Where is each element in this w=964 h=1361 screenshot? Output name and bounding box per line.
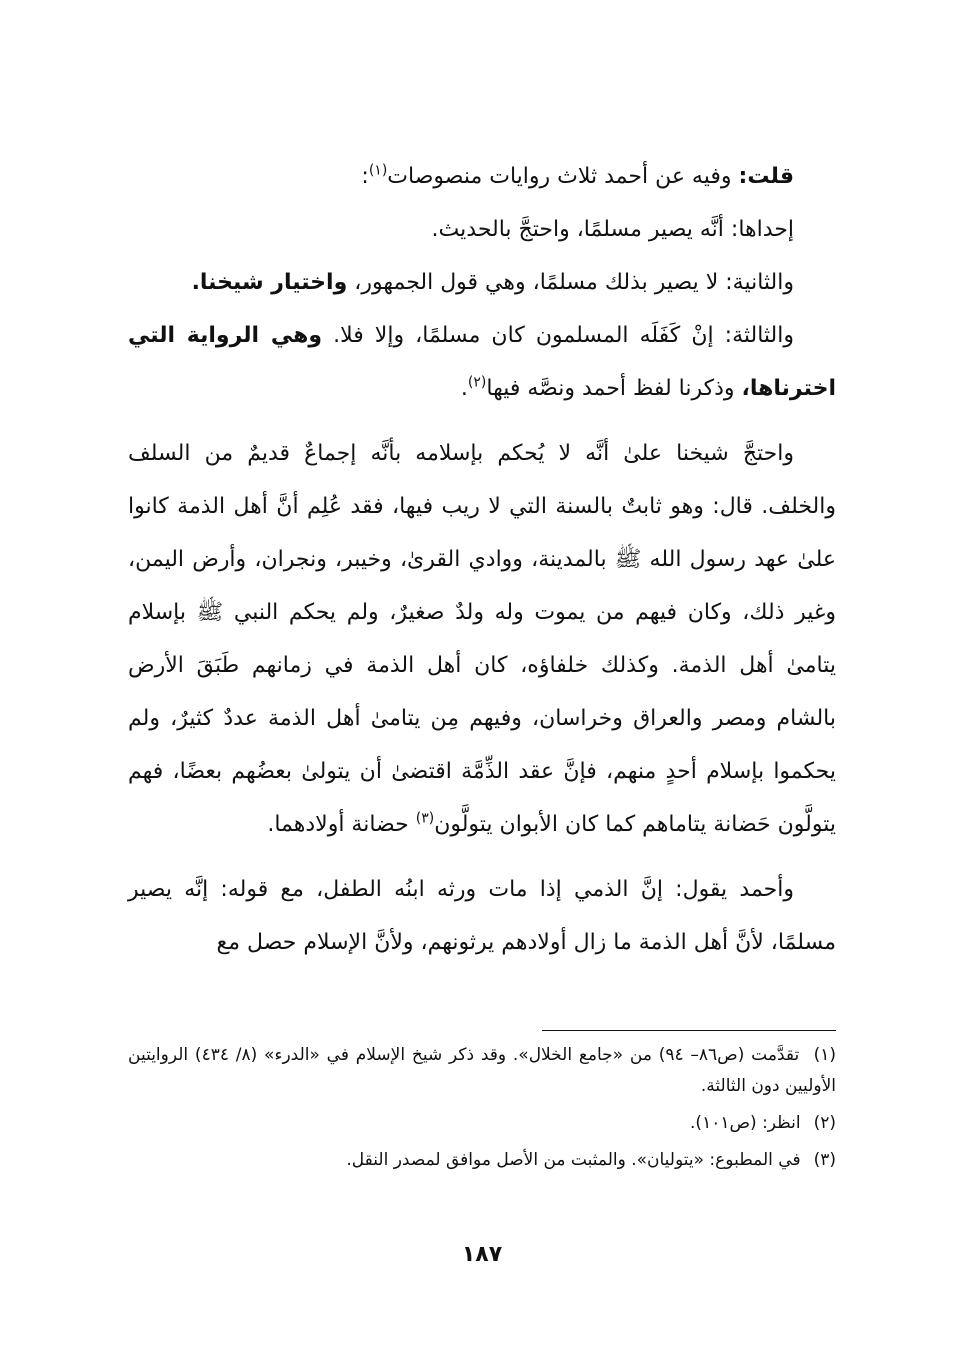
footnote-2-text: انظر: (ص١٠١). [690, 1113, 801, 1133]
paragraph-gap [128, 851, 836, 863]
footnote-2-mark: (٢) [813, 1113, 836, 1133]
footnote-ref-3: (٣) [415, 810, 435, 827]
footnotes [128, 1040, 836, 1182]
footnote-3-mark: (٣) [813, 1150, 836, 1170]
paragraph-4-text: والثالثة: إنْ كَفَلَه المسلمون كان مسلمًا، وإلا فلا. [322, 323, 794, 348]
paragraph-4-text-2: وذكرنا لفظ أحمد ونصَّه فيها [486, 376, 742, 401]
footnote-3-text: في المطبوع: «يتوليان». والمثبت من الأصل موافق لمصدر النقل. [346, 1150, 801, 1170]
paragraph-3-bold: واختيار شيخنا. [191, 270, 348, 295]
paragraph-gap [128, 415, 836, 427]
footnote-2 [128, 1108, 836, 1139]
paragraph-5 [128, 427, 836, 851]
paragraph-4 [128, 309, 836, 415]
page-number: ١٨٧ [461, 1242, 503, 1267]
paragraph-2 [128, 203, 836, 256]
footnote-1-mark: (١) [813, 1045, 836, 1065]
footnote-separator [542, 1030, 836, 1031]
paragraph-1-end: : [361, 164, 369, 189]
paragraph-2-text: إحداها: أنَّه يصير مسلمًا، واحتجَّ بالحديث. [431, 217, 794, 242]
paragraph-3 [128, 256, 836, 309]
paragraph-1-text: وفيه عن أحمد ثلاث روايات منصوصات [387, 164, 739, 189]
paragraph-3-text: والثانية: لا يصير بذلك مسلمًا، وهي قول الجمهور، [347, 270, 794, 295]
page-body [128, 150, 836, 969]
footnote-ref-2: (٢) [467, 374, 487, 391]
footnote-3 [128, 1145, 836, 1176]
paragraph-1-lead: قلت: [738, 164, 794, 189]
footnote-1 [128, 1040, 836, 1102]
paragraph-1 [128, 150, 836, 203]
footnote-ref-1: (١) [368, 162, 388, 179]
paragraph-5-text: واحتجَّ شيخنا علىٰ أنَّه لا يُحكم بإسلامه بأنَّه إجماعٌ قديمٌ من السلف والخلف. قال: وهو ثابتٌ بالسنة التي لا ريب فيها، فقد عُلِم أنَّ أهل الذمة كانوا علىٰ عهد رسول الله ﷺ بالمدينة، ووادي القرىٰ، وخيبر، ونجران، وأرض اليمن، وغير ذلك، وكان فيهم من يموت وله ولدٌ صغيرٌ، ولم يحكم النبي ﷺ بإسلام يتامىٰ أهل الذمة. وكذلك خلفاؤه، كان أهل الذمة في زمانهم طَبَقَ الأرض بالشام ومصر والعراق وخراسان، وفيهم مِن يتامىٰ أهل الذمة عددٌ كثيرٌ، ولم يحكموا بإسلام أحدٍ منهم، فإنَّ عقد الذِّمَّة اقتضىٰ أن يتولىٰ بعضُهم بعضًا، فهم يتولَّون حَضانة يتاماهم كما كان الأبوان يتولَّون [128, 441, 836, 837]
footnote-1-text: تقدَّمت (ص٨٦– ٩٤) من «جامع الخلال». وقد ذكر شيخ الإسلام في «الدرء» (٨/ ٤٣٤) الروايتين الأوليين دون الثالثة. [128, 1045, 836, 1096]
paragraph-4-bold: وهي الرواية التي اخترناها، [128, 323, 836, 401]
paragraph-4-end: . [460, 376, 468, 401]
paragraph-5-end: حضانة أولادهما. [267, 812, 416, 837]
paragraph-6 [128, 863, 836, 969]
paragraph-6-text: وأحمد يقول: إنَّ الذمي إذا مات ورثه ابنُه الطفل، مع قوله: إنَّه يصير مسلمًا، لأنَّ أهل الذمة ما زال أولادهم يرثونهم، ولأنَّ الإسلام حصل مع [128, 877, 836, 955]
